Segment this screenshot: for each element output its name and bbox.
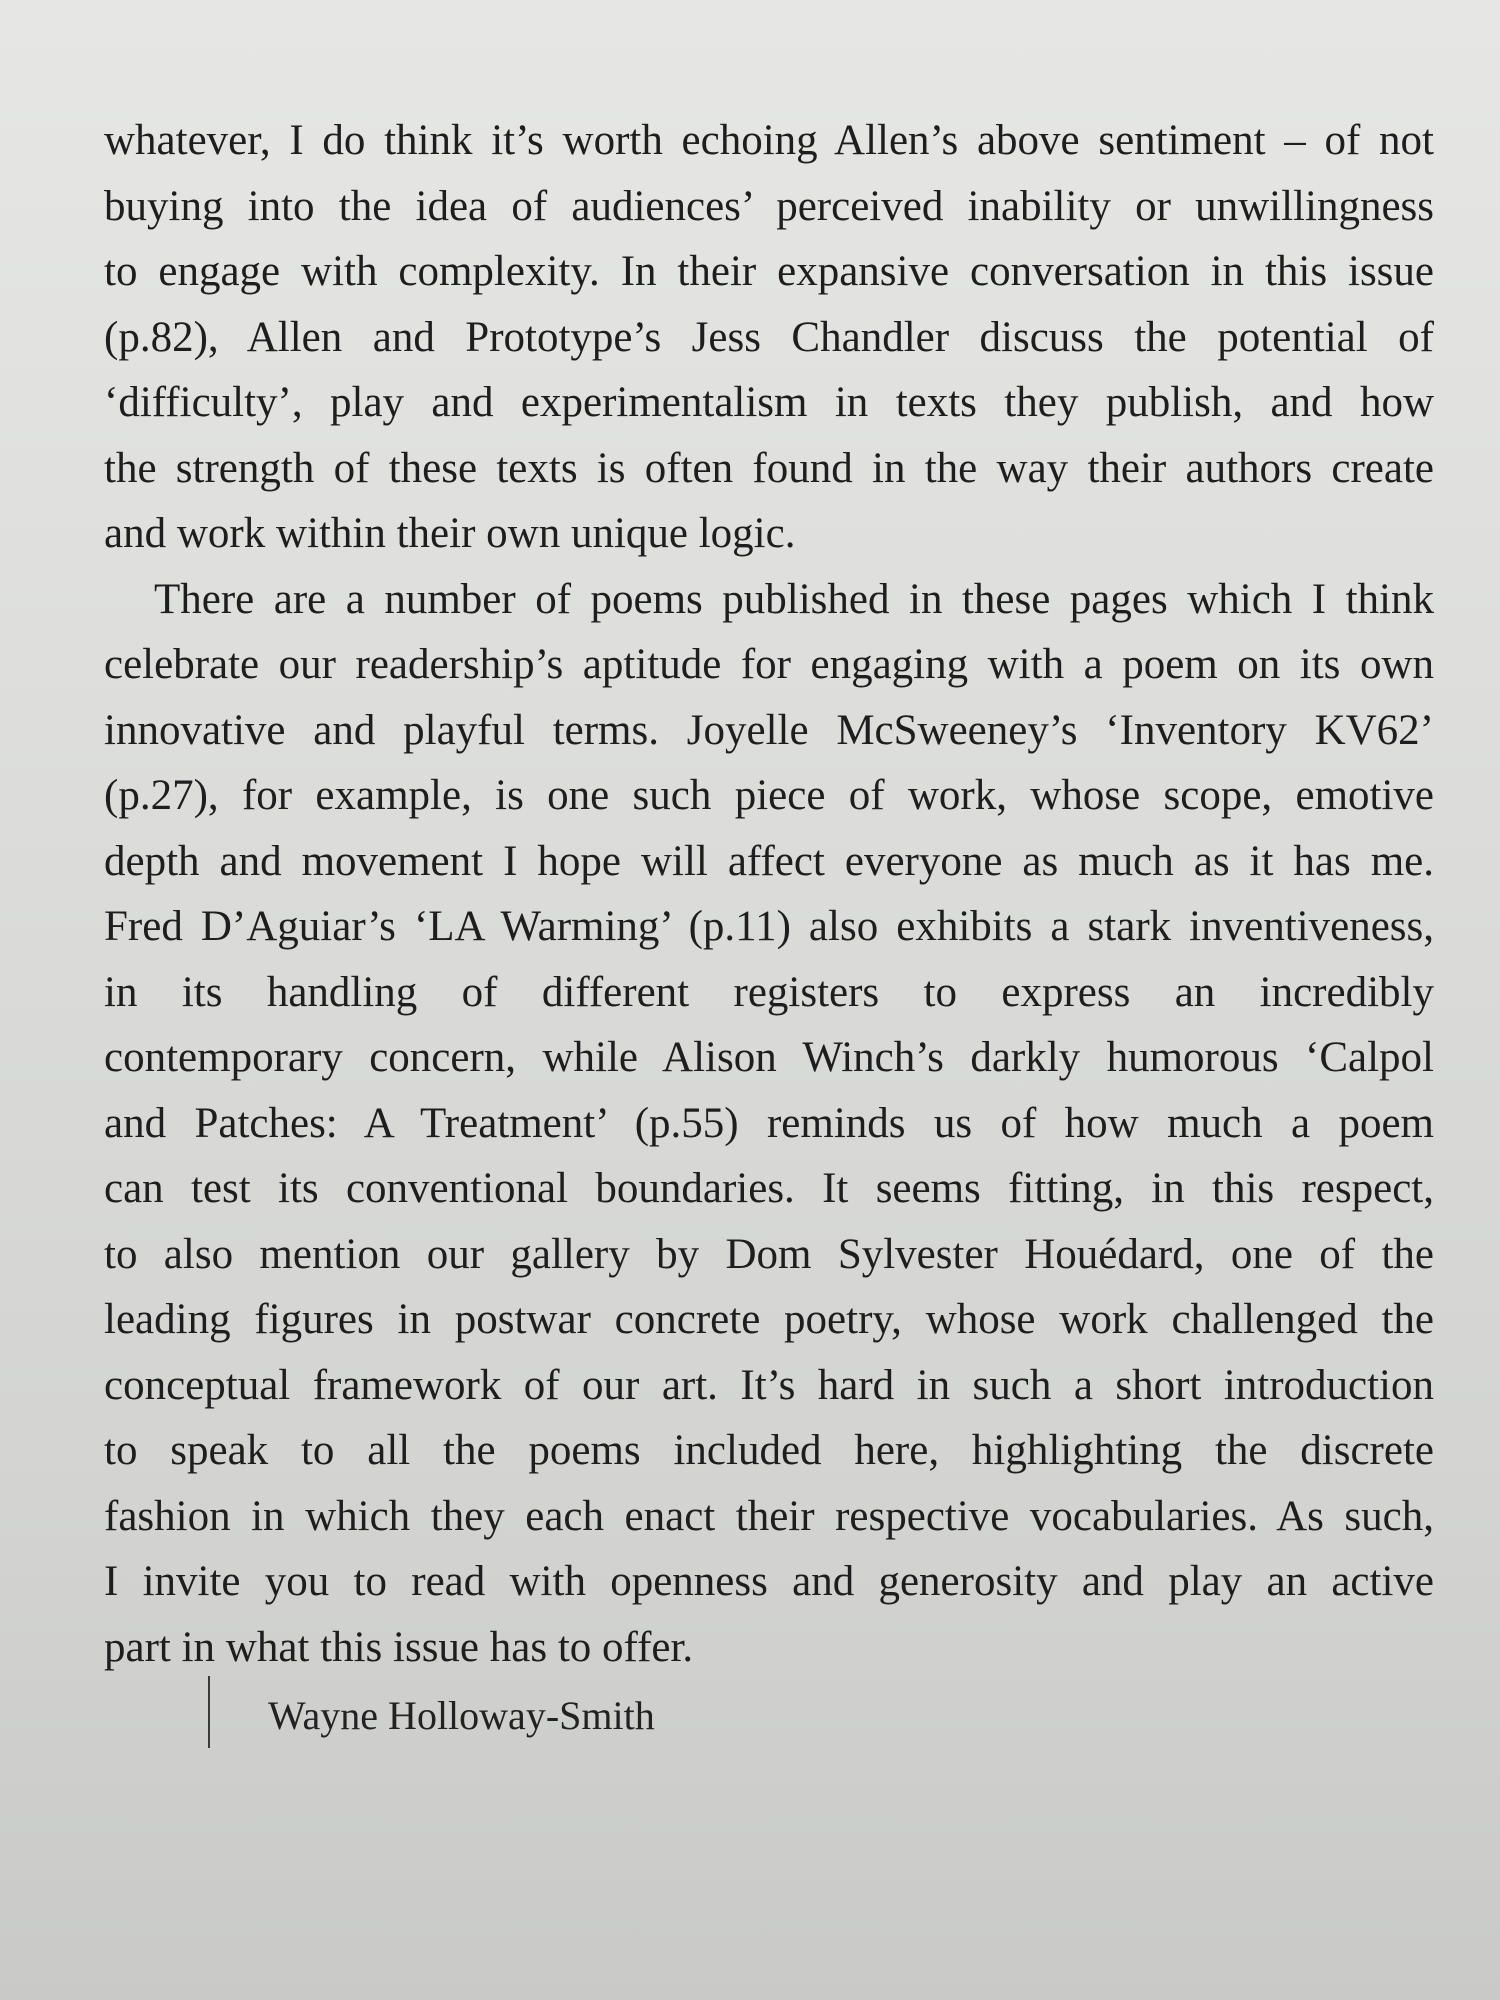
text-line: (p.82), Allen and Prototype’s Jess Chandler discuss the potential of: [104, 313, 1434, 361]
text-line: and work within their own unique logic.: [104, 510, 796, 557]
text-line: (p.27), for example, is one such piece of work, whose scope, emotive: [104, 772, 1434, 819]
text-line: innovative and playful terms. Joyelle McSweeney’s ‘Inventory KV62’: [104, 706, 1434, 754]
text-line: leading figures in postwar concrete poetry, whose work challenged the: [104, 1296, 1434, 1343]
text-line: to engage with complexity. In their expansive conversation in this issue: [104, 248, 1434, 295]
paragraph-2: [104, 567, 1434, 1681]
text-line: celebrate our readership’s aptitude for engaging with a poem on its own: [104, 641, 1434, 688]
signature-rule: [208, 1676, 210, 1748]
text-line: to also mention our gallery by Dom Sylvester Houédard, one of the: [104, 1230, 1434, 1278]
text-line: I invite you to read with openness and generosity and play an active: [104, 1558, 1434, 1605]
text-line: can test its conventional boundaries. It seems fitting, in this respect,: [104, 1165, 1434, 1212]
text-line: buying into the idea of audiences’ perceived inability or unwillingness: [104, 182, 1434, 230]
text-line: in its handling of different registers to express an incredibly: [104, 968, 1434, 1016]
text-line: the strength of these texts is often found in the way their authors create: [104, 444, 1434, 492]
text-line: There are a number of poems published in these pages which I think: [154, 575, 1434, 623]
text-line: to speak to all the poems included here, highlighting the discrete: [104, 1427, 1434, 1474]
text-line: and Patches: A Treatment’ (p.55) reminds us of how much a poem: [104, 1099, 1434, 1147]
author-name: Wayne Holloway-Smith: [268, 1693, 655, 1738]
text-line: Fred D’Aguiar’s ‘LA Warming’ (p.11) also exhibits a stark inventiveness,: [104, 903, 1434, 950]
text-line: depth and movement I hope will affect everyone as much as it has me.: [104, 837, 1434, 885]
text-line: contemporary concern, while Alison Winch’s darkly humorous ‘Calpol: [104, 1034, 1434, 1081]
text-line: part in what this issue has to offer.: [104, 1623, 694, 1671]
text-line: fashion in which they each enact their respective vocabularies. As such,: [104, 1492, 1434, 1540]
text-line: whatever, I do think it’s worth echoing Allen’s above sentiment – of not: [104, 117, 1434, 164]
text-line: conceptual framework of our art. It’s hard in such a short introduction: [104, 1361, 1434, 1409]
paragraph-1: [104, 108, 1434, 567]
body-text: [104, 108, 1434, 1680]
text-line: ‘difficulty’, play and experimentalism in texts they publish, and how: [104, 379, 1434, 426]
